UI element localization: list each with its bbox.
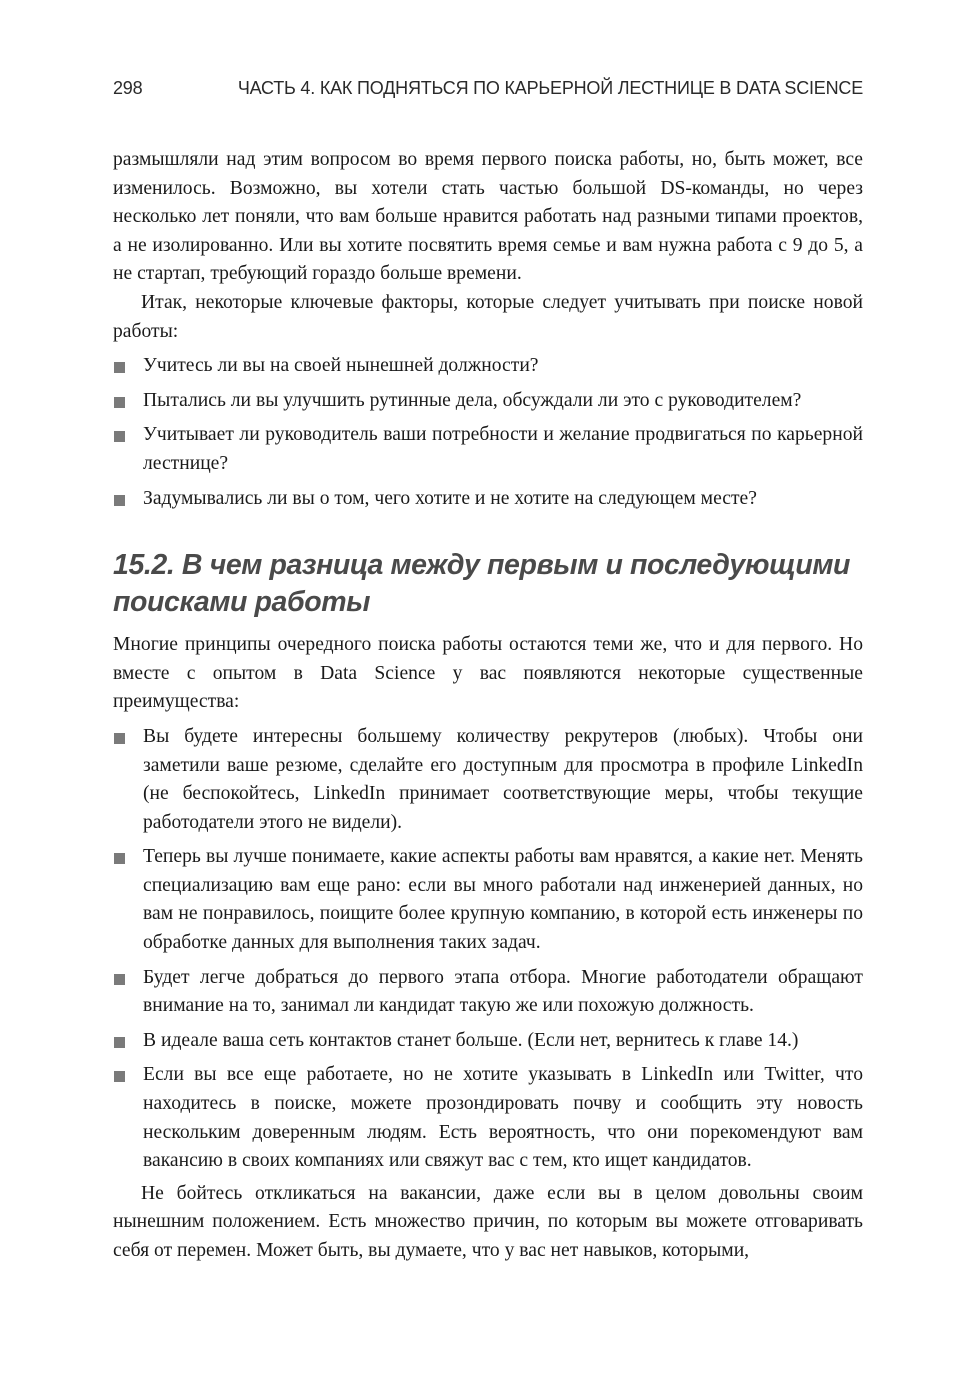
- section-paragraph-1: Многие принципы очередного поиска работы остаются теми же, что и для первого. Но вместе с опытом в Data Science у вас появляются некоторые существенные преимущества:: [113, 634, 863, 713]
- section-heading: 15.2. В чем разница между первым и последующими поисками работы: [113, 549, 851, 619]
- list-item: Будет легче добраться до первого этапа отбора. Многие работодатели обращают внимание на то, занимал ли кандидат такую же или похожую должность.: [113, 964, 863, 1021]
- section-bullet-list: [113, 723, 863, 1176]
- intro-bullet-list: [113, 352, 863, 513]
- list-item: Вы будете интересны большему количеству рекрутеров (любых). Чтобы они заметили ваше резюме, сделайте его доступным для просмотра в профиле LinkedIn (не беспокойтесь, LinkedIn принимает соответствующие меры, чтобы текущие работодатели этого не видели).: [113, 723, 863, 837]
- square-bullet-icon: [114, 495, 125, 506]
- section-paragraph-2: Не бойтесь откликаться на вакансии, даже если вы в целом довольны своим нынешним положением. Есть множество причин, по которым вы можете отговаривать себя от перемен. Может быть, вы думаете, что у вас нет навыков, которыми,: [113, 1182, 863, 1261]
- list-item: Если вы все еще работаете, но не хотите указывать в LinkedIn или Twitter, что находитесь в поиске, можете прозондировать почву и сообщить эту новость нескольким доверенным людям. Есть вероятность, что они порекомендуют вам вакансию в своих компаниях или свяжут вас с тем, кто ищет кандидатов.: [113, 1061, 863, 1175]
- list-item: Пытались ли вы улучшить рутинные дела, обсуждали ли это с руководителем?: [113, 387, 863, 416]
- square-bullet-icon: [114, 397, 125, 408]
- square-bullet-icon: [114, 1071, 125, 1082]
- list-item: Задумывались ли вы о том, чего хотите и не хотите на следующем месте?: [113, 485, 863, 514]
- list-item: В идеале ваша сеть контактов станет больше. (Если нет, вернитесь к главе 14.): [113, 1027, 863, 1056]
- chapter-title: ЧАСТЬ 4. КАК ПОДНЯТЬСЯ ПО КАРЬЕРНОЙ ЛЕСТНИЦЕ В DATA SCIENCE: [237, 78, 863, 98]
- body-text: [113, 146, 863, 1266]
- square-bullet-icon: [114, 974, 125, 985]
- square-bullet-icon: [114, 431, 125, 442]
- intro-paragraph-2: Итак, некоторые ключевые факторы, которые следует учитывать при поиске новой работы:: [113, 291, 863, 342]
- page-number: 298: [113, 78, 143, 98]
- square-bullet-icon: [114, 1037, 125, 1048]
- running-header: [113, 78, 863, 106]
- list-item: Учитывает ли руководитель ваши потребности и желание продвигаться по карьерной лестнице?: [113, 421, 863, 478]
- square-bullet-icon: [114, 733, 125, 744]
- list-item: Учитесь ли вы на своей нынешней должности?: [113, 352, 863, 381]
- square-bullet-icon: [114, 853, 125, 864]
- square-bullet-icon: [114, 362, 125, 373]
- intro-paragraph-1: размышляли над этим вопросом во время первого поиска работы, но, быть может, все изменилось. Возможно, вы хотели стать частью большой DS-команды, но через несколько лет поняли, что вам больше нравится работать над разными типами проектов, а не изолированно. Или вы хотите посвятить время семье и вам нужна работа с 9 до 5, а не стартап, требующий гораздо больше времени.: [113, 149, 863, 285]
- list-item: Теперь вы лучше понимаете, какие аспекты работы вам нравятся, а какие нет. Менять специализацию вам еще рано: если вы много работали над инженерией данных, но вам не понравилось, поищите более крупную компанию, в которой есть инженеры по обработке данных для выполнения таких задач.: [113, 843, 863, 957]
